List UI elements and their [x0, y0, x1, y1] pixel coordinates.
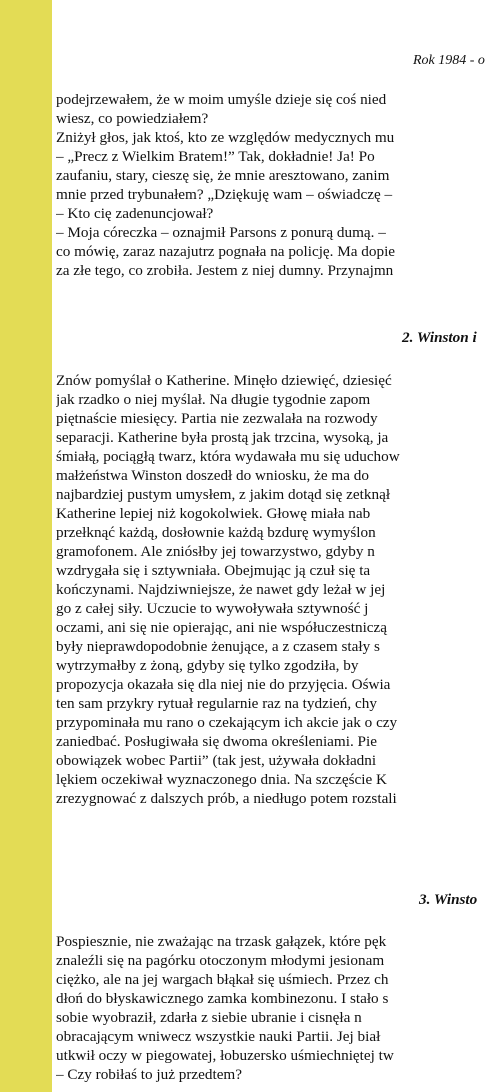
text-line: zaufaniu, stary, cieszę się, że mnie aresztowano, zanim: [56, 167, 390, 184]
text-line: lękiem oczekiwał wyznaczonego dnia. Na szczęście K: [56, 771, 388, 788]
text-line: obracającym wniwecz wszystkie nauki Partii. Jej biał: [56, 1028, 381, 1045]
text-line: jak rzadko o niej myślał. Na długie tygodnie zapom: [56, 391, 371, 408]
text-line: separacji. Katherine była prostą jak trzcina, wysoką, ja: [56, 429, 389, 446]
text-line: Pospiesznie, nie zważając na trzask gałązek, które pęk: [56, 933, 387, 950]
text-line: wiesz, co powiedziałem?: [56, 110, 209, 127]
text-line: – „Precz z Wielkim Bratem!” Tak, dokładnie! Ja! Po: [56, 148, 375, 165]
text-line: Katherine lepiej niż kogokolwiek. Głowę miała nab: [56, 505, 371, 522]
text-line: kończynami. Najdziwniejsze, że nawet gdy leżał w jej: [56, 581, 386, 598]
text-line: ten sam przykry rytuał regularnie raz na tydzień, chy: [56, 695, 377, 712]
text-line: śmiałą, pociągłą twarz, która wydawała mu się uduchow: [56, 448, 400, 465]
text-line: mnie przed trybunałem? „Dziękuję wam – oświadczę –: [56, 186, 393, 203]
text-line: za złe tego, co zrobiła. Jestem z niej dumny. Przynajmn: [56, 262, 394, 279]
text-line: obowiązek wobec Partii” (tak jest, używała dokładni: [56, 752, 377, 769]
running-head: Rok 1984 - o: [413, 53, 485, 68]
text-line: sobie wyobraził, zdarła z siebie ubranie i cisnęła n: [56, 1009, 362, 1026]
text-line: najbardziej pustym umysłem, z jakim dotąd się zetknął: [56, 486, 391, 503]
text-line: oczami, ani się nie opierając, ani nie współuczestniczą: [56, 619, 388, 636]
section-heading-3: 3. Winsto: [419, 891, 478, 908]
book-page: [56, 0, 492, 1092]
text-line: piętnaście miesięcy. Partia nie zezwalała na rozwody: [56, 410, 378, 427]
text-line: go z całej siły. Uczucie to wywoływała sztywność j: [56, 600, 369, 617]
text-line: Zniżył głos, jak ktoś, kto ze względów medycznych mu: [56, 129, 395, 146]
text-line: zaniedbać. Posługiwała się dwoma określeniami. Pie: [56, 733, 377, 750]
text-line: gramofonem. Ale zniósłby jej towarzystwo, gdyby n: [56, 543, 375, 560]
text-line: – Moja córeczka – oznajmił Parsons z ponurą dumą. –: [56, 224, 386, 241]
text-line: przypominała mu rano o czekającym ich akcie jak o czy: [56, 714, 398, 731]
text-line: wytrzymałby z żoną, gdyby się tylko zgodziła, by: [56, 657, 359, 674]
text-line: utkwił oczy w piegowatej, łobuzersko uśmiechniętej tw: [56, 1047, 394, 1064]
yellow-margin-strip: [0, 0, 52, 1092]
text-line: przełknąć każdą, dosłownie każdą bzdurę wymyślon: [56, 524, 376, 541]
text-line: co mówię, zaraz nazajutrz pognała na policję. Ma dopie: [56, 243, 396, 260]
text-line: wzdrygała się i sztywniała. Obejmując ją czuł się ta: [56, 562, 371, 579]
text-line: – Czy robiłaś to już przedtem?: [56, 1066, 242, 1083]
text-line: zrezygnować z dalszych prób, a niedługo potem rozstali: [56, 790, 397, 807]
text-line: znaleźli się na pagórku otoczonym młodymi jesionam: [56, 952, 385, 969]
text-line: – Kto cię zadenuncjował?: [56, 205, 214, 222]
text-line: były nieprawdopodobnie żenujące, a z czasem stały s: [56, 638, 380, 655]
text-line: Znów pomyślał o Katherine. Minęło dziewięć, dziesięć: [56, 372, 392, 389]
section-heading-2: 2. Winston i: [402, 329, 477, 346]
text-line: podejrzewałem, że w moim umyśle dzieje się coś nied: [56, 91, 387, 108]
text-line: małżeństwa Winston doszedł do wniosku, że ma do: [56, 467, 369, 484]
text-line: propozycja okazała się dla niej nie do przyjęcia. Oświa: [56, 676, 391, 693]
text-line: dłoń do błyskawicznego zamka kombinezonu. I stało s: [56, 990, 389, 1007]
text-line: ciężko, ale na jej wargach błąkał się uśmiech. Przez ch: [56, 971, 389, 988]
